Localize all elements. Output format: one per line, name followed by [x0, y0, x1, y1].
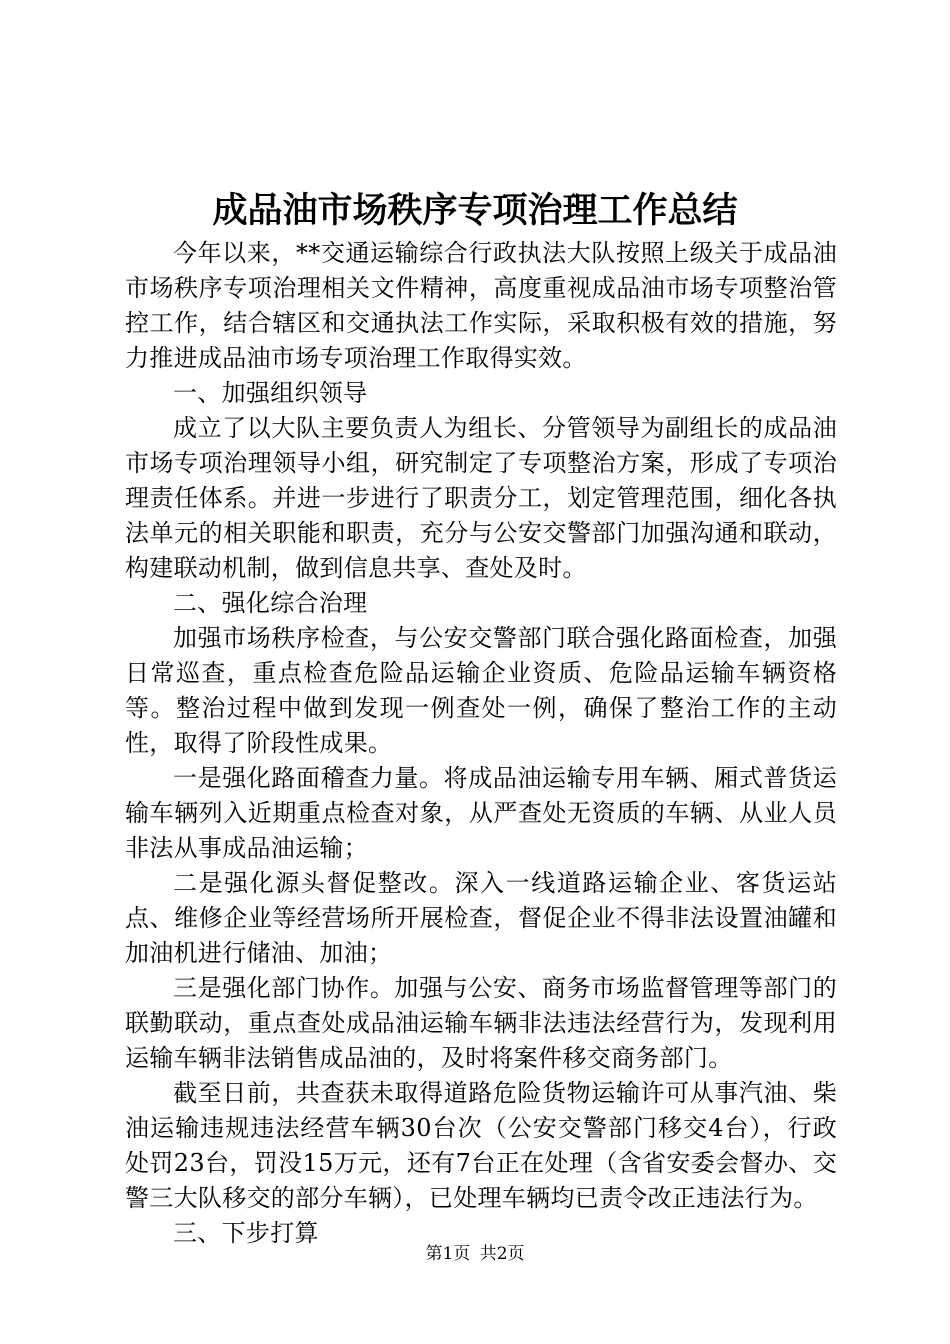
page-footer: [0, 1242, 950, 1266]
body-paragraph: 成立了以大队主要负责人为组长、分管领导为副组长的成品油市场专项治理领导小组，研究制定了专项整治方案，形成了专项治理责任体系。并进一步进行了职责分工，划定管理范围，细化各执法单元的相关职能和职责，充分与公安交警部门加强沟通和联动，构建联动机制，做到信息共享、查处及时。: [125, 414, 837, 582]
document-body: [125, 236, 837, 1251]
body-paragraph: 加强市场秩序检查，与公安交警部门联合强化路面检查，加强日常巡查，重点检查危险品运输企业资质、危险品运输车辆资格等。整治过程中做到发现一例查处一例，确保了整治工作的主动性，取得了阶段性成果。: [125, 624, 837, 757]
page-total: 共2页: [479, 1244, 525, 1264]
intro-paragraph: 今年以来，**交通运输综合行政执法大队按照上级关于成品油市场秩序专项治理相关文件精神，高度重视成品油市场专项整治管控工作，结合辖区和交通执法工作实际，采取积极有效的措施，努力推进成品油市场专项治理工作取得实效。: [125, 239, 837, 372]
section-heading-3: 三、下步打算: [173, 1219, 319, 1247]
document-title: 成品油市场秩序专项治理工作总结: [212, 190, 738, 231]
section-heading-2: 二、强化综合治理: [173, 589, 368, 617]
body-paragraph: 一是强化路面稽查力量。将成品油运输专用车辆、厢式普货运输车辆列入近期重点检查对象，从严查处无资质的车辆、从业人员非法从事成品油运输；: [125, 764, 837, 862]
body-paragraph: 截至日前，共查获未取得道路危险货物运输许可从事汽油、柴油运输违规违法经营车辆30台次（公安交警部门移交4台），行政处罚23台，罚没15万元，还有7台正在处理（含省安委会督办、交警三大队移交的部分车辆），已处理车辆均已责令改正违法行为。: [125, 1079, 837, 1212]
body-paragraph: 三是强化部门协作。加强与公安、商务市场监督管理等部门的联勤联动，重点查处成品油运输车辆非法违法经营行为，发现利用运输车辆非法销售成品油的，及时将案件移交商务部门。: [125, 974, 837, 1072]
section-heading-1: 一、加强组织领导: [173, 379, 368, 407]
body-paragraph: 二是强化源头督促整改。深入一线道路运输企业、客货运站点、维修企业等经营场所开展检查，督促企业不得非法设置油罐和加油机进行储油、加油；: [125, 869, 837, 967]
page-number: 第1页: [425, 1244, 471, 1264]
